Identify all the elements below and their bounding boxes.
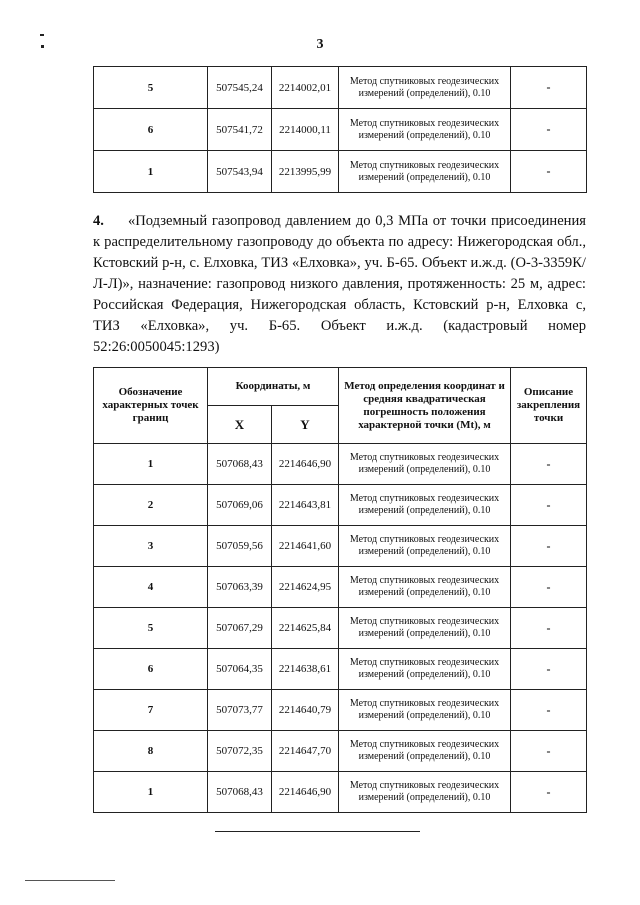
y-coordinate: 2214000,11 xyxy=(272,109,339,151)
y-coordinate: 2213995,99 xyxy=(272,151,339,193)
method-cell: Метод спутниковых геодезических измерений (определений), 0.10 xyxy=(339,690,511,731)
point-label: 6 xyxy=(94,649,208,690)
fix-description: - xyxy=(511,67,587,109)
method-cell: Метод спутниковых геодезических измерений (определений), 0.10 xyxy=(339,649,511,690)
point-label: 4 xyxy=(94,567,208,608)
x-coordinate: 507064,35 xyxy=(208,649,272,690)
point-label: 7 xyxy=(94,690,208,731)
section-text: «Подземный газопровод давлением до 0,3 МПа от точки присоединения к распределительному газопроводу до объекта по адресу: Нижегородская обл., Кстовский р-н, с. Елховка, ТИЗ «Елховка», уч. Б-65. Объект и.ж.д. (О-3-3359К/Л-Л)», назначение: газопровод низкого давления, протяженность: 25 м, адрес: Российская Федерация, Нижегородская область, Кстовский р-н, Елховка с, ТИЗ «Елховка», уч. Б-65. Объект и.ж.д. (кадастровый номер 52:26:0050045:1293) xyxy=(93,213,586,355)
footnote-divider xyxy=(25,880,115,881)
x-coordinate: 507069,06 xyxy=(208,485,272,526)
fix-description: - xyxy=(511,731,587,772)
scan-mark-top xyxy=(40,34,44,36)
point-label: 5 xyxy=(94,67,208,109)
x-coordinate: 507068,43 xyxy=(208,772,272,813)
method-cell: Метод спутниковых геодезических измерений (определений), 0.10 xyxy=(339,151,511,193)
table2-body xyxy=(94,444,587,813)
table2-header xyxy=(94,368,587,444)
method-cell: Метод спутниковых геодезических измерений (определений), 0.10 xyxy=(339,444,511,485)
fix-description: - xyxy=(511,567,587,608)
header-fix: Описание закрепления точки xyxy=(511,368,587,444)
x-coordinate: 507059,56 xyxy=(208,526,272,567)
y-coordinate: 2214624,95 xyxy=(272,567,339,608)
x-coordinate: 507541,72 xyxy=(208,109,272,151)
fix-description: - xyxy=(511,690,587,731)
fix-description: - xyxy=(511,151,587,193)
coordinates-table xyxy=(93,367,587,813)
header-y: Y xyxy=(272,406,339,444)
table-row xyxy=(94,67,587,109)
point-label: 2 xyxy=(94,485,208,526)
y-coordinate: 2214640,79 xyxy=(272,690,339,731)
fix-description: - xyxy=(511,109,587,151)
table-row xyxy=(94,526,587,567)
y-coordinate: 2214646,90 xyxy=(272,444,339,485)
table-row xyxy=(94,444,587,485)
coordinates-table-continued xyxy=(93,66,587,193)
y-coordinate: 2214002,01 xyxy=(272,67,339,109)
point-label: 1 xyxy=(94,151,208,193)
table-row xyxy=(94,151,587,193)
fix-description: - xyxy=(511,526,587,567)
x-coordinate: 507545,24 xyxy=(208,67,272,109)
header-coordinates: Координаты, м xyxy=(208,368,339,406)
method-cell: Метод спутниковых геодезических измерений (определений), 0.10 xyxy=(339,567,511,608)
end-divider xyxy=(215,831,420,832)
x-coordinate: 507072,35 xyxy=(208,731,272,772)
method-cell: Метод спутниковых геодезических измерений (определений), 0.10 xyxy=(339,109,511,151)
header-row xyxy=(94,368,587,406)
x-coordinate: 507068,43 xyxy=(208,444,272,485)
method-cell: Метод спутниковых геодезических измерений (определений), 0.10 xyxy=(339,772,511,813)
table-row xyxy=(94,772,587,813)
point-label: 1 xyxy=(94,444,208,485)
method-cell: Метод спутниковых геодезических измерений (определений), 0.10 xyxy=(339,608,511,649)
table-row xyxy=(94,608,587,649)
point-label: 1 xyxy=(94,772,208,813)
table-row xyxy=(94,649,587,690)
fix-description: - xyxy=(511,649,587,690)
x-coordinate: 507543,94 xyxy=(208,151,272,193)
page-number: 3 xyxy=(316,37,324,52)
table-row xyxy=(94,690,587,731)
y-coordinate: 2214641,60 xyxy=(272,526,339,567)
y-coordinate: 2214646,90 xyxy=(272,772,339,813)
method-cell: Метод спутниковых геодезических измерений (определений), 0.10 xyxy=(339,526,511,567)
x-coordinate: 507067,29 xyxy=(208,608,272,649)
fix-description: - xyxy=(511,772,587,813)
point-label: 6 xyxy=(94,109,208,151)
x-coordinate: 507063,39 xyxy=(208,567,272,608)
x-coordinate: 507073,77 xyxy=(208,690,272,731)
method-cell: Метод спутниковых геодезических измерений (определений), 0.10 xyxy=(339,731,511,772)
table-row xyxy=(94,731,587,772)
method-cell: Метод спутниковых геодезических измерений (определений), 0.10 xyxy=(339,67,511,109)
fix-description: - xyxy=(511,608,587,649)
header-method: Метод определения координат и средняя квадратическая погрешность положения характерной точки (Mt), м xyxy=(339,368,511,444)
point-label: 8 xyxy=(94,731,208,772)
scan-mark-bottom xyxy=(41,45,44,48)
header-point: Обозначение характерных точек границ xyxy=(94,368,208,444)
y-coordinate: 2214647,70 xyxy=(272,731,339,772)
table-row xyxy=(94,485,587,526)
table-row xyxy=(94,567,587,608)
table-row xyxy=(94,109,587,151)
section-4-paragraph xyxy=(93,211,586,358)
point-label: 3 xyxy=(94,526,208,567)
fix-description: - xyxy=(511,444,587,485)
y-coordinate: 2214638,61 xyxy=(272,649,339,690)
y-coordinate: 2214643,81 xyxy=(272,485,339,526)
fix-description: - xyxy=(511,485,587,526)
y-coordinate: 2214625,84 xyxy=(272,608,339,649)
point-label: 5 xyxy=(94,608,208,649)
method-cell: Метод спутниковых геодезических измерений (определений), 0.10 xyxy=(339,485,511,526)
table1-body xyxy=(94,67,587,193)
header-x: X xyxy=(208,406,272,444)
section-number: 4. xyxy=(93,213,104,229)
